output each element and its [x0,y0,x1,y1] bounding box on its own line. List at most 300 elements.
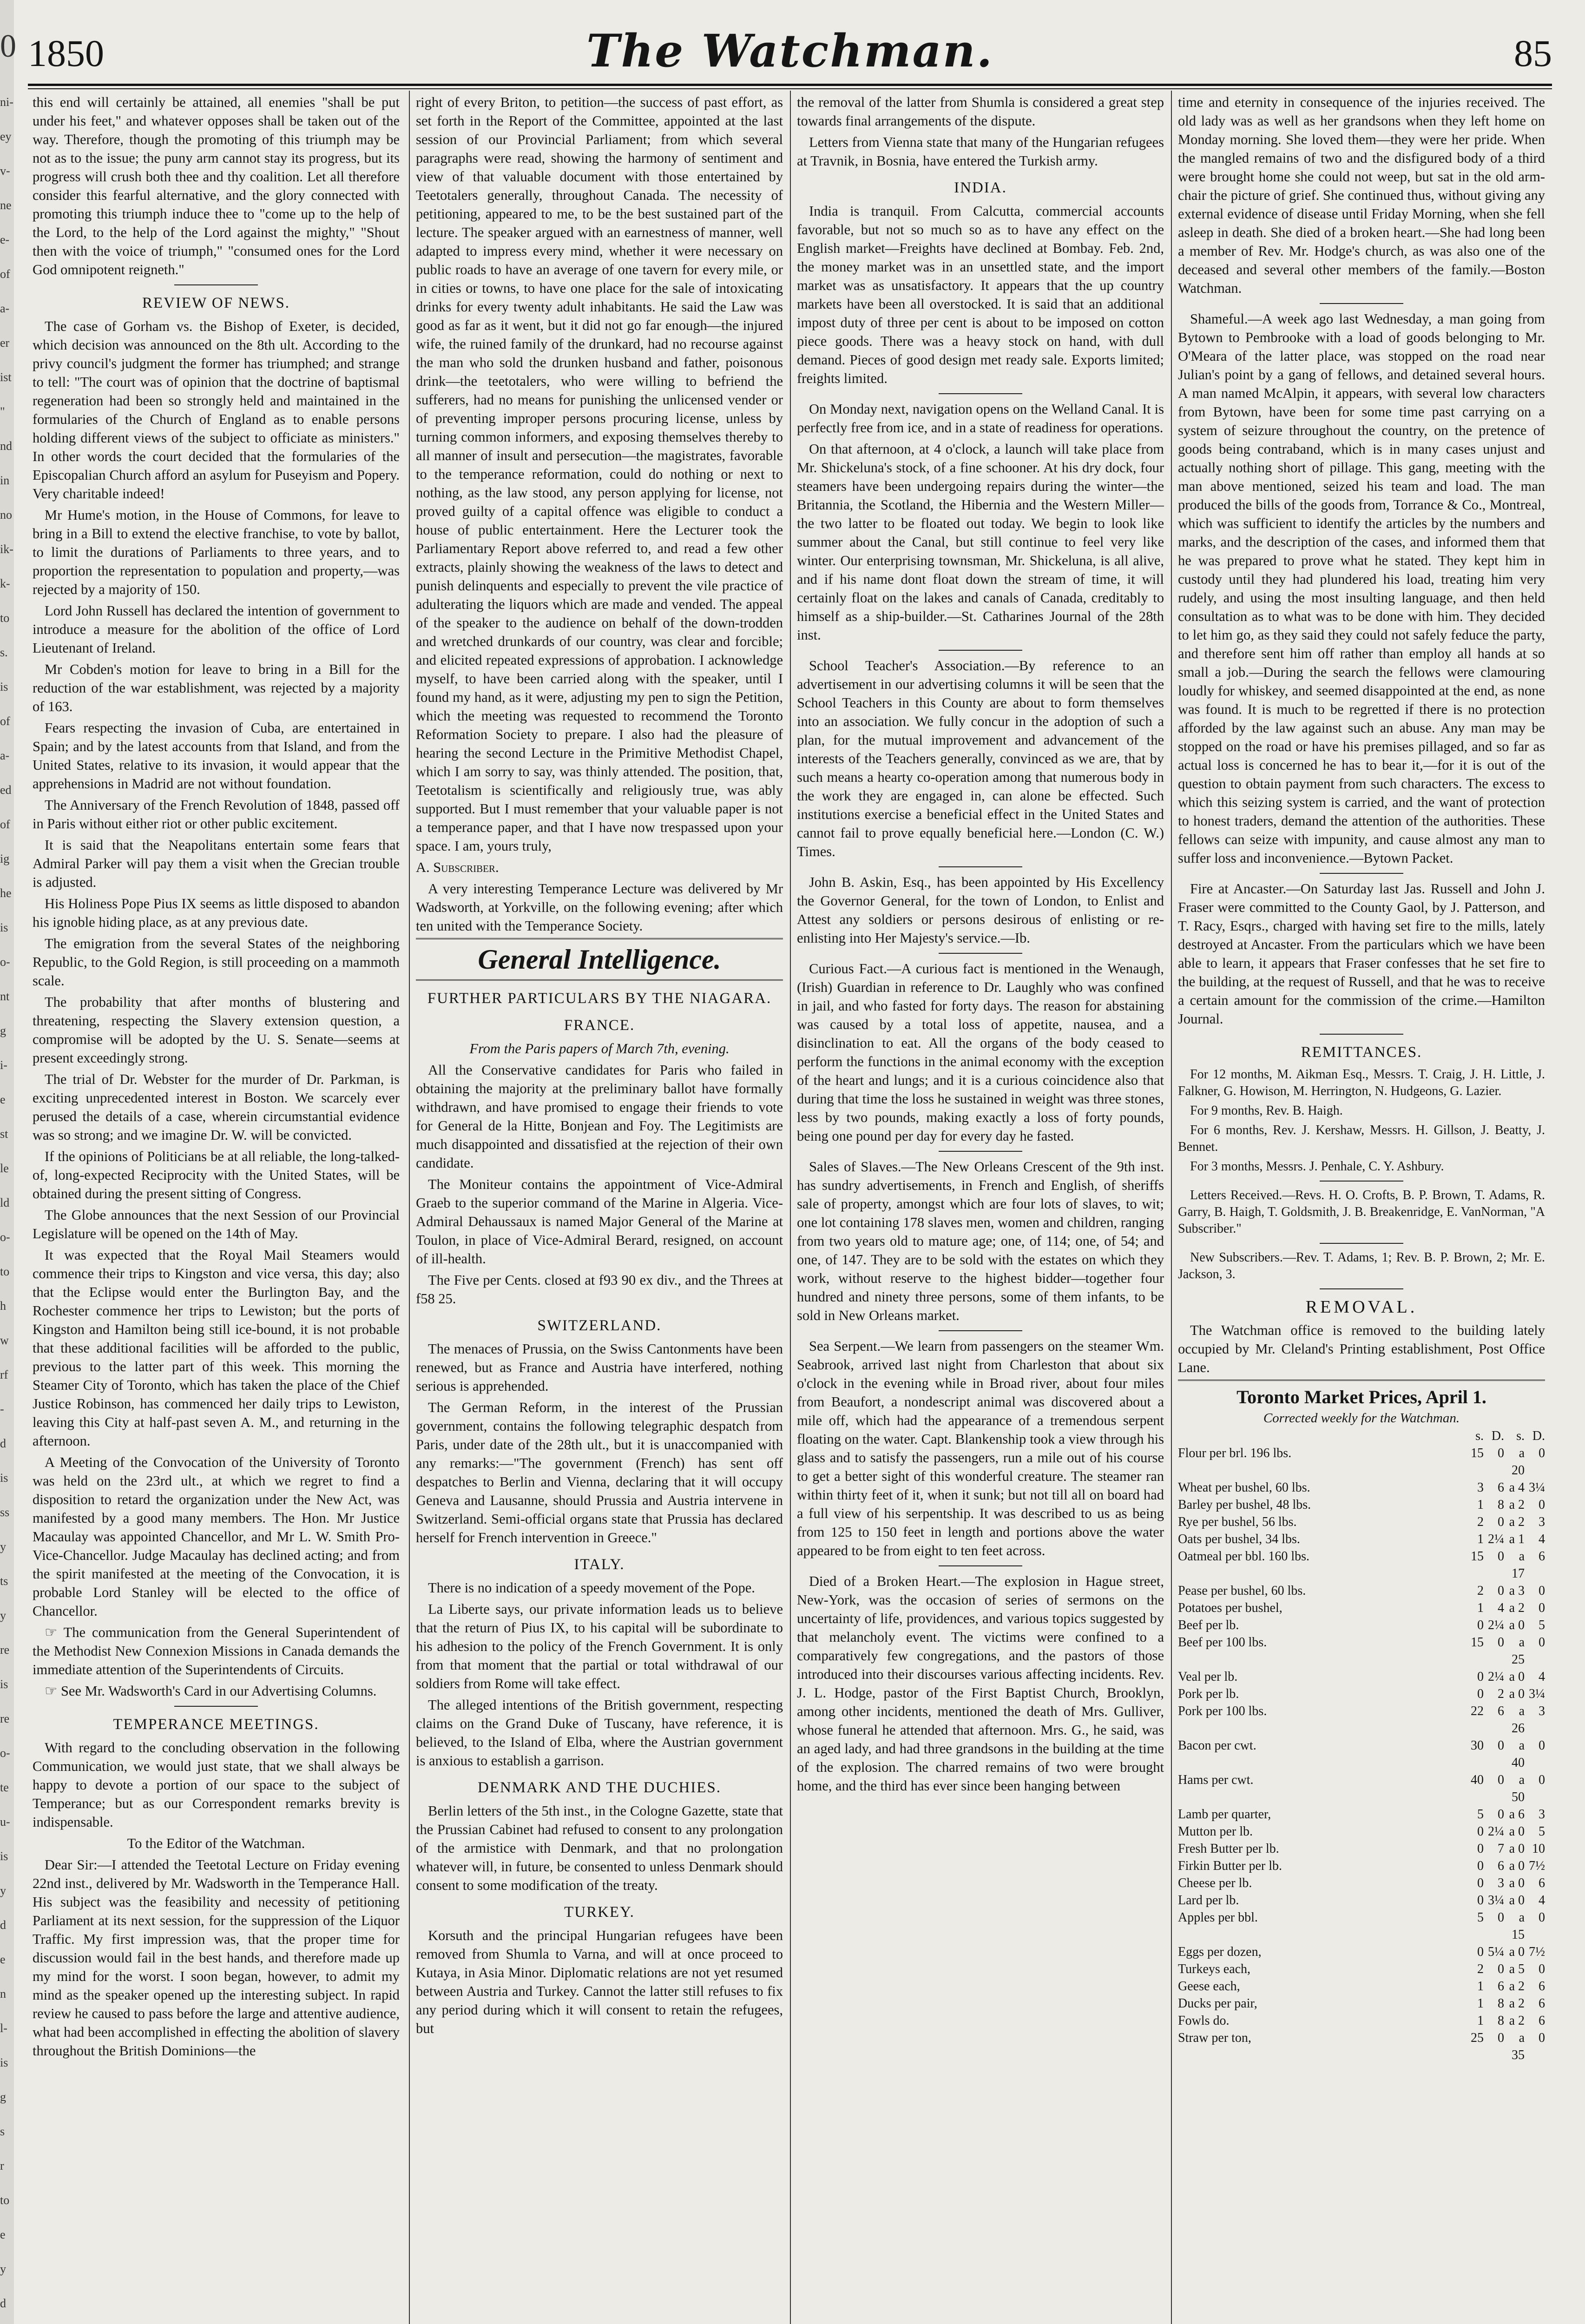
table-row [1178,1531,1545,1548]
price-value: 0 [1498,1584,1504,1598]
heading-switzerland: SWITZERLAND. [537,1317,662,1334]
price-item: Beef per lb. [1178,1618,1239,1632]
edge-fragment: o- [0,1746,10,1760]
price-value: a 0 [1509,1842,1525,1856]
edge-fragment: d [0,1918,6,1932]
price-item: Oatmeal per bbl. 160 lbs. [1178,1549,1310,1564]
price-value: 10 [1532,1842,1545,1856]
news-paragraph: If the opinions of Politicians be at all reliable, the long-talked-of, long-expected Reciprocity with the United States, will be obtained during the present sitting of Congress. [33,1149,400,1202]
edge-fragment: r [0,2159,4,2172]
price-value: 3 [1539,1704,1545,1718]
page-number: 85 [1514,32,1552,74]
news-paragraph: Mr Cobden's motion for leave to bring in a Bill for the reduction of the war establishment, was rejected by a majority of 163. [33,661,400,714]
edge-fragment: l- [0,2021,7,2035]
price-value: 2¼ [1488,1532,1504,1546]
edge-fragment: rf [0,1368,8,1381]
edge-fragment: of [0,714,10,728]
price-value: a 0 [1509,1687,1525,1701]
price-value: 0 [1539,1910,1545,1925]
edge-fragment: in [0,474,10,487]
price-value: 6 [1498,1480,1504,1495]
price-value: a 6 [1509,1807,1525,1822]
column-4 [1178,93,1545,2324]
price-value: 0 [1498,2031,1504,2045]
price-value: 3 [1498,1876,1504,1890]
table-row [1178,2029,1545,2064]
news-paragraph: John B. Askin, Esq., has been appointed by His Excellency the Governor General, for the town of London, to Enlist and Attest any soldiers or persons desirous of enlisting or re-enlisting into Her Majesty's service.—Ib. [797,874,1164,946]
price-item: Pease per bushel, 60 lbs. [1178,1584,1306,1598]
news-paragraph: The Five per Cents. closed at f93 90 ex div., and the Threes at f58 25. [416,1272,783,1307]
price-value: 5 [1477,1807,1484,1822]
editor-note: With regard to the concluding observation in the following Communication, we would just state, that we shall always be happy to devote a portion of our space to the subject of Temperance; but as our Correspondent remarks brevity is indispensable. [33,1740,400,1830]
letter-body-continued: right of every Briton, to petition—the success of past effort, as set forth in the Report of the Committee, appointed at the last session of our Provincial Parliament; from which several paragraphs were read, showing the harmony of sentiment and view of that valuable document with those entertained by Teetotalers generally, throughout Canada. The necessity of petitioning, appeared to me, to be the best sustained part of the lecture. The speaker argued with an earnestness of manner, well adapted to impress every mind, whether it were necessary on public roads to have an average of one tavern for every mile, or in cities or towns, to have one place for the sale of intoxicating drinks for every twenty adult inhabitants. He said the Law was good as far as it went, but it did not go far enough—the injured wife, the ruined family of the drunkard, had no recourse against the man who sold the drunken husband and father, poisonous drink—the teetotalers, who were willing to befriend the sufferers, had no means for punishing the unlicensed vender or of preventing improper persons procuring license, unless by turning common informers, and exposing themselves thereby to all manner of insult and persecution—the magistrates, favorable to the temperance reformation, could do nothing or next to nothing, as the law stood, any person applying for license, not proved guilty of a capital offence was eligible to conduct a house of public entertainment. Here the Lecturer took the Parliamentary Report above referred to, and read a few other extracts, plainly showing the weakness of the laws to detect and punish delinquents and especially to prevent the vile practice of adulterating the liquors which are made and vended. The appeal of the speaker to the audience on behalf of the down-trodden and wretched drunkards of our country, was clear and forcible; and elicited repeated expressions of approbation. I acknowledge myself, to have been carried along with the speaker, until I found my hand, as it were, adjusting my pen to sign the Petition, which the meeting was requested to recommend the Toronto Reformation Society to prepare. I also had the pleasure of hearing the second Lecture in the Primitive Methodist Chapel, which I am sorry to say, was thinly attended. The position, that, Teetotalism is scientifically and religiously true, was ably supported. But I must remember that your valuable paper is not a temperance paper, and that I have now trespassed upon your space. I am, yours truly, [416,94,783,854]
edge-fragment: is [0,1677,8,1691]
price-value: 3 [1539,1515,1545,1529]
edge-fragment: " [0,405,5,418]
news-paragraph: The case of Gorham vs. the Bishop of Exeter, is decided, which decision was announced on the 8th ult. According to the privy council's judgment the former has triumphed; and strange to tell: "The court was of opinion that the doctrine of baptismal regeneration had been so strongly held and maintained in the formularies of the Church of England as to enable persons holding different views of the subject to officiate as ministers." In other words the court decided that the formularies of the Episcopalian Church afford an asylum for Puseyism and Popery. Very charitable indeed! [33,318,400,502]
edge-fragment: is [0,1471,8,1485]
price-item: Wheat per bushel, 60 lbs. [1178,1480,1310,1495]
price-value: 2¼ [1488,1824,1504,1839]
edge-fragment: ist [0,370,12,384]
article-continued: this end will certainly be attained, all enemies "shall be put under his feet," and whatever opposes shall be taken out of the way. Therefore, though the promoting of this triumph may be not as to the issue; the puny arm cannot stay its progress, but its progress will crush both thee and thy coalition. Let all therefore consider this fearful alternative, and the glory connected with promoting this triumph induce thee to "come up to the help of the Lord, to the help of the Lord against the mighty," "Shout then with the voice of triumph," "consumed ones for the Lord God omnipotent reigneth." [33,94,400,277]
table-row [1178,1737,1545,1771]
price-value: a 0 [1509,1945,1525,1959]
edge-fragment: d [0,1437,6,1450]
table-row [1178,1823,1545,1840]
price-value: 0 [1477,1842,1484,1856]
price-value: 3 [1477,1480,1484,1495]
divider [939,650,1022,651]
divider [939,866,1022,867]
table-row [1178,1840,1545,1857]
price-value: 0 [1498,1515,1504,1529]
edge-fragment: y [0,2262,6,2276]
news-paragraph: The trial of Dr. Webster for the murder of Dr. Parkman, is exciting unprecedented interest in Boston. We scarcely ever perused the details of a case, wherein circumstantial evidence was so strong; and we imagine Dr. W. will be convicted. [33,1071,400,1143]
price-value: 0 [1477,1687,1484,1701]
news-paragraph: Sales of Slaves.—The New Orleans Crescent of the 9th inst. has sundry advertisements, in French and English, of sheriffs sale of property, amongst which are four lots of slaves, to wit; one lot containing 178 slaves men, women and children, ranging from two years old to mature age; one, of 114; one, of 54; and one, of 147. They are to be sold with the estates on which they work, without reserve to the highest bidder—together four hundred and ninety three persons, some of them infants, to be sold in New Orleans market. [797,1159,1164,1323]
divider [939,953,1022,954]
price-value: 4 [1498,1601,1504,1615]
edge-fragment: a- [0,749,10,762]
price-value: 0 [1539,1635,1545,1650]
divider [939,393,1022,394]
price-item: Hams per cwt. [1178,1773,1254,1787]
remittance-entry: For 6 months, Rev. J. Kershaw, Messrs. H. Gillson, J. Beatty, J. Bennet. [1178,1123,1545,1154]
price-value: 5 [1477,1910,1484,1925]
price-item: Fowls do. [1178,2014,1230,2028]
edge-fragment: te [0,1781,9,1794]
price-value: 3 [1539,1807,1545,1822]
price-value: 30 [1471,1738,1484,1753]
price-value: 3¼ [1488,1893,1504,1908]
price-value: 0 [1498,1773,1504,1787]
edge-fragment: o- [0,1230,10,1244]
price-item: Pork per 100 lbs. [1178,1704,1267,1718]
edge-fragment: s [0,2125,5,2138]
edge-number: 0 [0,28,16,64]
section-rule [416,938,783,939]
heading-remittances: REMITTANCES. [1301,1044,1422,1061]
news-paragraph: Shameful.—A week ago last Wednesday, a man going from Bytown to Pembrooke with a load of goods belonging to Mr. O'Meara of the latter place, was stopped on the road near Julian's point by a gang of fellows, and detained several hours. A man named McAlpin, it appears, with several low characters from Bytown, have been for some time past carrying on a system of seizure throughout the country, on the pretence of goods being contraband, which is in many cases unjust and actually nothing short of pillage. This gang, meeting with the man above mentioned, seized his team and load. The man produced the bills of the goods from, Torrance & Co., Montreal, which was sufficient to identify the articles by the numbers and marks, and the description of the cases, and informed them that he was prepared to prove what he stated. They kept him in custody until they had plundered his load, treating him very rudely, and using the most insulting language, and then held consultation as to what was to be done with him. They decided to let him go, as they said they could not safely feduce the party, and therefore sent him off rather than employ all hands at so small a job.—During the search the fellows were clamouring loudly for whiskey, and seemed disappointed at the end, as none was found. It is much to be regretted if there is no protection afforded by the law against such an abuse. Any man may be stopped on the road or have his premises pillaged, and so far as actual loss is concerned he has to bear it,—for it is out of the question to obtain payment from such characters. The excess to which this seizing system is carried, and the want of protection to honest traders, demand the attention of the authorities. These fellows can seize with impunity, and cause almost any man to suffer loss and inconvenience.—Bytown Packet. [1178,311,1545,866]
price-value: a 17 [1512,1549,1525,1581]
edge-fragment: re [0,1712,10,1725]
divider [1320,1034,1403,1035]
divider [1320,303,1403,304]
price-value: 6 [1498,1704,1504,1718]
news-paragraph: Fire at Ancaster.—On Saturday last Jas. Russell and John J. Fraser were committed to the County Gaol, by J. Patterson, and T. Racy, Esqrs., charged with having set fire to the mills, lately destroyed at Ancaster. From the particulars which we have been able to learn, it appears that Fraser confesses that he set fire to the building, at the request of Russell, and that he was to receive a certain amount for the commission of the crime.—Hamilton Journal. [1178,881,1545,1027]
news-paragraph: His Holiness Pope Pius IX seems as little disposed to abandon his ignoble hiding place, as at any previous date. [33,896,400,930]
heading-review-of-news: REVIEW OF NEWS. [142,295,290,311]
table-row [1178,1445,1545,1479]
price-value: a 2 [1509,1498,1525,1512]
table-row [1178,1995,1545,2012]
edge-fragment: nt [0,990,10,1003]
table-row [1178,1961,1545,1978]
news-paragraph: The German Reform, in the interest of the Prussian government, contains the following telegraphic despatch from Paris, under date of the 28th ult., but it is unaccompanied with any remarks:—"The government (French) has sent off despatches to Berlin and Vienna, declaring that it will occupy Geneva and Lausanne, should Prussia and Austria intervene in Switzerland. Semi-official organs state that Prussia has declared herself for French intervention in Greece." [416,1400,783,1545]
news-paragraph: It is said that the Neapolitans entertain some fears that Admiral Parker will pay them a visit when the Grecian trouble is adjusted. [33,837,400,890]
price-value: 0 [1539,1584,1545,1598]
table-row [1178,1703,1545,1737]
price-value: 6 [1539,1549,1545,1564]
price-value: 6 [1539,1876,1545,1890]
edge-fragment: is [0,1849,8,1863]
price-value: 0 [1477,1945,1484,1959]
column-divider [409,91,410,2324]
column-1 [33,93,400,2324]
price-value: a 2 [1509,1996,1525,2011]
table-row [1178,1599,1545,1617]
price-value: 1 [1477,1979,1484,1994]
heading-denmark: DENMARK AND THE DUCHIES. [477,1779,722,1796]
price-value: a 15 [1512,1910,1525,1942]
news-paragraph: India is tranquil. From Calcutta, commercial accounts favorable, but not so much so as to have any effect on the English market—Freights have declined at Bombay. Feb. 2nd, the money market was in an unsettled state, and the import market was as unsatisfactory. It appears that the up country markets have been all overstocked. It is said that an additional impost duty of three per cent is about to be imposed on cotton piece goods. There was a heavy stock on hand, with dull demand. Pieces of good design met ready sale. Exports limited; freights limited. [797,203,1164,386]
price-item: Oats per bushel, 34 lbs. [1178,1532,1300,1546]
heading-france: FRANCE. [564,1017,635,1034]
price-item: Fresh Butter per lb. [1178,1842,1279,1856]
price-value: a 25 [1512,1635,1525,1667]
edge-fragment: h [0,1299,6,1313]
table-row [1178,1617,1545,1634]
price-item: Apples per bbl. [1178,1910,1258,1925]
section-rule [1178,1380,1545,1381]
letter-body: Dear Sir:—I attended the Teetotal Lecture on Friday evening 22nd inst., delivered by Mr. Wadsworth in the Temperance Hall. His subject was the feasibility and necessity of petitioning Parliament at its next session, for the suppression of the Liquor Traffic. My first impression was, that the proper time for discussion would fail in the best hands, and therefore made up my mind for the worst. I soon began, however, to admit my mind as the speaker opened up the interesting subject. In rapid review he caused to pass before the large and attentive audience, what had been accomplished in effecting the abolition of slavery throughout the British Dominions—the [33,1857,400,2059]
news-paragraph: the removal of the latter from Shumla is considered a great step towards final arrangements of the dispute. [797,94,1164,129]
column-divider [1171,91,1172,2324]
price-item: Potatoes per bushel, [1178,1601,1282,1615]
price-value: 0 [1498,1910,1504,1925]
divider [1320,1181,1403,1182]
price-value: 0 [1477,1824,1484,1839]
news-paragraph: Curious Fact.—A curious fact is mentioned in the Wenaugh, (Irish) Guardian in reference to Dr. Laughly who was confined in jail, and who fasted for forty days. The reason for abstaining was caused by a total loss of appetite, nausea, and a disinclination to eat. All the organs of the body ceased to perform the functions in the animal economy with the exception of the heart and lungs; and it is a curious coincidence also that during that time the loss he sustained in weight was three stones, less by two pounds, making exactly a loss of forty pounds, being one pound per day for every day he fasted. [797,961,1164,1144]
price-value: a 0 [1509,1618,1525,1632]
price-value: 0 [1498,1962,1504,1976]
price-value: 7 [1498,1842,1504,1856]
remittance-entry: For 9 months, Rev. B. Haigh. [1190,1103,1343,1118]
edge-fragment: y [0,1609,6,1622]
edge-fragment: g [0,1024,6,1037]
price-item: Eggs per dozen, [1178,1945,1262,1959]
table-row [1178,1634,1545,1668]
price-value: 2¼ [1488,1618,1504,1632]
price-value: 2 [1498,1687,1504,1701]
edge-fragment: e [0,1953,6,1966]
market-prices-table [1178,1427,1545,2064]
price-value: 1 [1477,1996,1484,2011]
table-row [1178,1875,1545,1892]
price-value: 0 [1539,1738,1545,1753]
news-paragraph: Letters from Vienna state that many of the Hungarian refugees at Travnik, in Bosnia, have entered the Turkish army. [797,134,1164,169]
edge-fragment: re [0,1643,10,1657]
heading-india: INDIA. [954,179,1007,196]
price-value: 0 [1539,2031,1545,2045]
price-value: 6 [1539,1979,1545,1994]
left-edge-strip [0,0,14,2324]
edge-fragment: v- [0,164,10,178]
column-header: D. [1532,1429,1545,1443]
table-row [1178,1892,1545,1909]
header-rule [28,84,1552,86]
price-value: a 0 [1509,1670,1525,1684]
edge-fragment: g [0,2090,6,2104]
price-value: a 2 [1509,1515,1525,1529]
price-item: Firkin Butter per lb. [1178,1859,1282,1873]
news-paragraph: The probability that after months of blustering and threatening, respecting the Slavery extension question, a compromise will be adopted by the U. S. Senate—seems at present exceedingly strong. [33,994,400,1066]
notice: ☞ The communication from the General Superintendent of the Methodist New Connexion Missions in Canada demands the immediate attention of the Superintendents of Circuits. [33,1624,400,1677]
edge-fragment: u- [0,1815,10,1829]
price-value: a 2 [1509,1601,1525,1615]
table-row [1178,2012,1545,2029]
price-value: a 4 [1509,1480,1525,1495]
issue-date: 1850 [28,32,104,74]
price-value: a 0 [1509,1824,1525,1839]
price-item: Pork per lb. [1178,1687,1239,1701]
edge-fragment: is [0,921,8,934]
pointing-hand-icon: ☞ [45,1683,61,1699]
table-row [1178,1513,1545,1531]
price-item: Veal per lb. [1178,1670,1238,1684]
price-value: 1 [1477,2014,1484,2028]
price-item: Cheese per lb. [1178,1876,1252,1890]
news-paragraph: Lord John Russell has declared the intention of government to introduce a measure for the abolition of the office of Lord Lieutenant of Ireland. [33,603,400,656]
heading-niagara: FURTHER PARTICULARS BY THE NIAGARA. [427,990,772,1007]
price-item: Turkeys each, [1178,1962,1251,1976]
edge-fragment: o- [0,955,10,969]
price-item: Flour per brl. 196 lbs. [1178,1446,1292,1460]
table-row [1178,1909,1545,1943]
edge-fragment: of [0,267,10,281]
price-value: 4 [1539,1893,1545,1908]
column-3 [797,93,1164,2324]
edge-fragment: is [0,680,8,693]
edge-fragment: ig [0,852,10,865]
news-paragraph: A Meeting of the Convocation of the University of Toronto was held on the 23rd ult., at which we regret to find a disposition to retard the organization under the New Act, was manifested by a good many members. The Hon. Mr Justice Macaulay was appointed Chancellor, and Mr L. W. Smith Pro-Vice-Chancellor. Judge Macaulay has declined acting; and from the spirit manifested at the meeting of the Convocation, it is probable Lord Stanley will be elected to the office of Chancellor. [33,1454,400,1619]
column-header: s. [1475,1429,1484,1443]
edge-fragment: is [0,2056,8,2069]
edge-fragment: y [0,1540,6,1553]
price-value: 8 [1498,1498,1504,1512]
edge-fragment: nd [0,439,12,453]
price-value: 15 [1471,1635,1484,1650]
news-paragraph: Fears respecting the invasion of Cuba, are entertained in Spain; and by the latest accounts from that Island, and from the United States, relative to its invasion, it would appear that the apprehensions in Madrid are not without foundation. [33,720,400,792]
price-value: a 1 [1509,1532,1525,1546]
edge-fragment: k- [0,577,10,590]
table-header-row [1178,1427,1545,1445]
column-header: D. [1491,1429,1504,1443]
edge-fragment: er [0,336,10,350]
price-value: a 40 [1512,1738,1525,1770]
price-item: Barley per bushel, 48 lbs. [1178,1498,1311,1512]
news-paragraph: All the Conservative candidates for Paris who failed in obtaining the majority at the preliminary ballot have formally withdrawn, and have promised to engage their friends to vote for General de la Hitte, Bonjean and Foy. The Legitimists are much disappointed and dissatisfied at the rejection of their own candidate. [416,1062,783,1171]
news-paragraph: The Anniversary of the French Revolution of 1848, passed off in Paris without either riot or other public excitement. [33,797,400,832]
price-value: 40 [1471,1773,1484,1787]
price-value: 25 [1471,2031,1484,2045]
price-value: 0 [1539,1601,1545,1615]
heading-italy: ITALY. [574,1556,625,1573]
news-paragraph: Berlin letters of the 5th inst., in the Cologne Gazette, state that the Prussian Cabinet had refused to consent to any prolongation of the armistice with Denmark, and that no prolongation whatever will, in future, be consented to unless Denmark should consent to some modification of the treaty. [416,1803,783,1893]
edge-fragment: ne [0,198,12,212]
price-value: 7½ [1529,1859,1545,1873]
news-paragraph: School Teacher's Association.—By reference to an advertisement in our advertising columns it will be seen that the School Teachers in this County are about to form themselves into an association. We fully concur in the adoption of such a plan, for the mutual improvement and advancement of the interests of the Teachers generally, convinced as we are, that by such means a hearty co-operation among that numerous body in the work they are engaged in, can alone be effected. Such institutions exercise a beneficial effect in the United States and cannot fail to prove equally beneficial here.—London (C. W.) Times. [797,658,1164,859]
price-item: Straw per ton, [1178,2031,1251,2045]
news-paragraph: The alleged intentions of the British government, respecting claims on the Grand Duke of Tuscany, have reference, it is believed, to the Island of Elba, where the Austrian government is anxious to establish a garrison. [416,1697,783,1769]
price-value: 0 [1477,1859,1484,1873]
edge-fragment: ts [0,1574,8,1588]
divider [1320,1243,1403,1244]
edge-fragment: to [0,611,10,625]
news-paragraph: It was expected that the Royal Mail Steamers would commence their trips to Kingston and vice versa, this day; also that the Eclipse would enter the Burlington Bay, and the Rochester commence her trips to Lewiston; but the ports of Kingston and Hamilton being still ice-bound, it is not probable that these additional facilities will be afforded to the public, previous to the latter part of this week. This morning the Steamer City of Toronto, which has taken the place of the Chief Justice Robinson, has commenced her daily trips to Lewiston, leaving this City at half-past seven A. M., and returning in the afternoon. [33,1247,400,1449]
price-value: 6 [1539,2014,1545,2028]
divider [939,1330,1022,1331]
edge-fragment: d [0,2297,6,2310]
market-prices-title: Toronto Market Prices, April 1. [1236,1386,1486,1407]
divider [1320,1288,1403,1289]
price-value: a 2 [1509,2014,1525,2028]
edge-fragment: ik- [0,542,13,556]
price-value: 0 [1539,1773,1545,1787]
table-row [1178,1685,1545,1703]
price-value: 3¼ [1529,1480,1545,1495]
news-paragraph: On that afternoon, at 4 o'clock, a launch will take place from Mr. Shickeluna's stock, of a fine schooner. At his dry dock, four steamers have been undergoing repairs during the winter—the Britannia, the Scotland, the Hibernia and the Western Miller—the two latter to be floated out today. We begin to look like summer about the Canal, but still continue to feel very like winter. Our enterprising townsman, Mr. Shickeluna, is all alive, and if his name dont float down the stream of time, it will certainly float on the lakes and canals of Canada, creditably to himself as a ship-builder.—St. Catharines Journal of the 28th inst. [797,441,1164,643]
edge-fragment: ed [0,783,12,797]
market-prices-subtitle: Corrected weekly for the Watchman. [1263,1411,1460,1426]
price-value: 6 [1539,1996,1545,2011]
news-paragraph: La Liberte says, our private information leads us to believe that the return of Pius IX, to his capital will be subordinate to his adhesion to the policy of the French Government. It is only from that moment that the partial or total withdrawal of our soldiers from Rome will take effect. [416,1601,783,1691]
table-row [1178,1548,1545,1582]
table-row [1178,1479,1545,1496]
table-row [1178,1857,1545,1875]
price-value: 3¼ [1529,1687,1545,1701]
price-value: 1 [1477,1498,1484,1512]
source-line: From the Paris papers of March 7th, evening. [469,1041,730,1056]
price-value: 0 [1539,1446,1545,1460]
column-divider [790,91,791,2324]
section-heading-general-intelligence: General Intelligence. [478,944,721,975]
price-value: 1 [1477,1532,1484,1546]
edge-fragment: to [0,1265,10,1278]
edge-fragment: ni- [0,95,13,109]
news-paragraph: The Moniteur contains the appointment of Vice-Admiral Graeb to the superior command of the Marine in Algeria. Vice-Admiral Dehaussaux is named Major General of the Marine at Toulon, in place of Vice-Admiral Berard, resigned, on account of ill-health. [416,1176,783,1267]
price-value: 7½ [1529,1945,1545,1959]
price-value: 2¼ [1488,1670,1504,1684]
removal-notice: The Watchman office is removed to the building lately occupied by Mr. Cleland's Printing establishment, Post Office Lane. [1178,1322,1545,1375]
price-item: Lamb per quarter, [1178,1807,1271,1822]
divider [174,1706,258,1707]
edge-fragment: e [0,1093,6,1106]
edge-fragment: w [0,1334,9,1347]
letters-received: Letters Received.—Revs. H. O. Crofts, B. P. Brown, T. Adams, R. Garry, B. Haigh, T. Goldsmith, J. B. Breakenridge, E. VanNorman, "A Subscriber." [1178,1188,1545,1236]
divider [939,1151,1022,1152]
price-item: Ducks per pair, [1178,1996,1257,2011]
price-value: a 2 [1509,1979,1525,1994]
price-value: a 0 [1509,1893,1525,1908]
table-row [1178,1582,1545,1599]
price-value: 5 [1539,1618,1545,1632]
price-value: 8 [1498,1996,1504,2011]
price-value: a 3 [1509,1584,1525,1598]
price-value: 0 [1498,1807,1504,1822]
news-paragraph: Mr Hume's motion, in the House of Commons, for leave to bring in a Bill to extend the elective franchise, to vote by ballot, to limit the durations of Parliaments to three years, and to proportion the representation to population and property,—was rejected by a majority of 150. [33,507,400,597]
news-paragraph: Died of a Broken Heart.—The explosion in Hague street, New-York, was the occasion of series of sermons on the uncertainty of life, providences, and various topics suggested by that melancholy event. The victims were confined to a comparatively few congregations, and the pastors of those introduced into their discourses various affecting incidents. Rev. J. L. Hodge, pastor of the First Baptist Church, Brooklyn, among other incidents, mentioned the death of Mrs. Gulliver, whose funeral he attended that afternoon. Mrs. G., he said, was an aged lady, and had three grandsons in the building at the time of the explosion. The charred remains of two were brought home, and the third has ever since been hanging between [797,1573,1164,1794]
price-value: 6 [1498,1979,1504,1994]
price-value: 4 [1539,1670,1545,1684]
news-paragraph: The Globe announces that the next Session of our Provincial Legislature will be opened on the 14th of May. [33,1207,400,1241]
price-item: Rye per bushel, 56 lbs. [1178,1515,1297,1529]
price-value: 15 [1471,1446,1484,1460]
price-value: 0 [1539,1498,1545,1512]
price-value: a 5 [1509,1962,1525,1976]
divider [939,1565,1022,1566]
table-row [1178,1496,1545,1513]
price-value: 0 [1477,1618,1484,1632]
price-value: 0 [1477,1670,1484,1684]
edge-fragment: le [0,1162,9,1175]
edge-fragment: n [0,1987,6,2000]
news-paragraph: time and eternity in consequence of the injuries received. The old lady was as well as her grandsons when they left home on Monday morning. She loved them—they were her pride. When the mangled remains of two and the disfigured body of a third were brought home she could not weep, but sat in the old arm-chair the picture of grief. She continued thus, without giving any external evidence of disease until Friday Morning, when she fell asleep in death. She died of a broken heart.—She had long been a member of Rev. Mr. Hodge's church, as was also one of the deceased and several other members of the family.—Boston Watchman. [1178,94,1545,296]
news-paragraph: Sea Serpent.—We learn from passengers on the steamer Wm. Seabrook, arrived last night from Charleston that about six o'clock in the evening while in Broad river, about four miles from Beaufort, a nondescript animal was discovered about a mile off, which had the appearance of a tremendous serpent floating on the water. Capt. Blankenship took a view through his glass and to satisfy the passengers, run a mile out of his course to get a better sight of this wonderful creature. The steamer ran within thirty feet of it, when it sunk; but not till all on board had a full view of his serpentship. It was described to us as being from 125 to 150 feet in length and portions above the water appeared to be from eight to ten feet across. [797,1338,1164,1558]
price-item: Beef per 100 lbs. [1178,1635,1267,1650]
edge-fragment: s. [0,646,8,659]
price-value: 0 [1498,1549,1504,1564]
news-paragraph: On Monday next, navigation opens on the Welland Canal. It is perfectly free from ice, and in a state of readiness for operations. [797,401,1164,436]
news-paragraph: The emigration from the several States of the neighboring Republic, to the Gold Region, is still proceeding on a mammoth scale. [33,936,400,989]
heading-temperance-meetings: TEMPERANCE MEETINGS. [113,1716,319,1733]
news-paragraph: The menaces of Prussia, on the Swiss Cantonments have been renewed, but as France and Austria have interfered, nothing serious is apprehended. [416,1341,783,1394]
price-value: a 35 [1512,2031,1525,2062]
price-value: 0 [1477,1876,1484,1890]
price-value: 1 [1477,1601,1484,1615]
price-value: a 26 [1512,1704,1525,1736]
price-value: 0 [1477,1893,1484,1908]
edge-fragment: ld [0,1196,10,1209]
heading-turkey: TURKEY. [564,1904,635,1921]
table-row [1178,1771,1545,1806]
divider [1320,873,1403,874]
price-value: 0 [1498,1446,1504,1460]
page-header [28,26,1552,81]
price-value: 15 [1471,1549,1484,1564]
edge-fragment: - [0,1402,4,1416]
remittance-entry: For 12 months, M. Aikman Esq., Messrs. T. Craig, J. H. Little, J. Falkner, G. Howison, M. Herrington, N. Hudgeons, G. Lazier. [1178,1067,1545,1098]
table-row [1178,1806,1545,1823]
divider [174,284,258,285]
price-value: a 0 [1509,1876,1525,1890]
edge-fragment: no [0,508,12,522]
edge-fragment: he [0,886,12,900]
price-value: 8 [1498,2014,1504,2028]
edge-fragment: e- [0,233,10,246]
column-2 [416,93,783,2324]
